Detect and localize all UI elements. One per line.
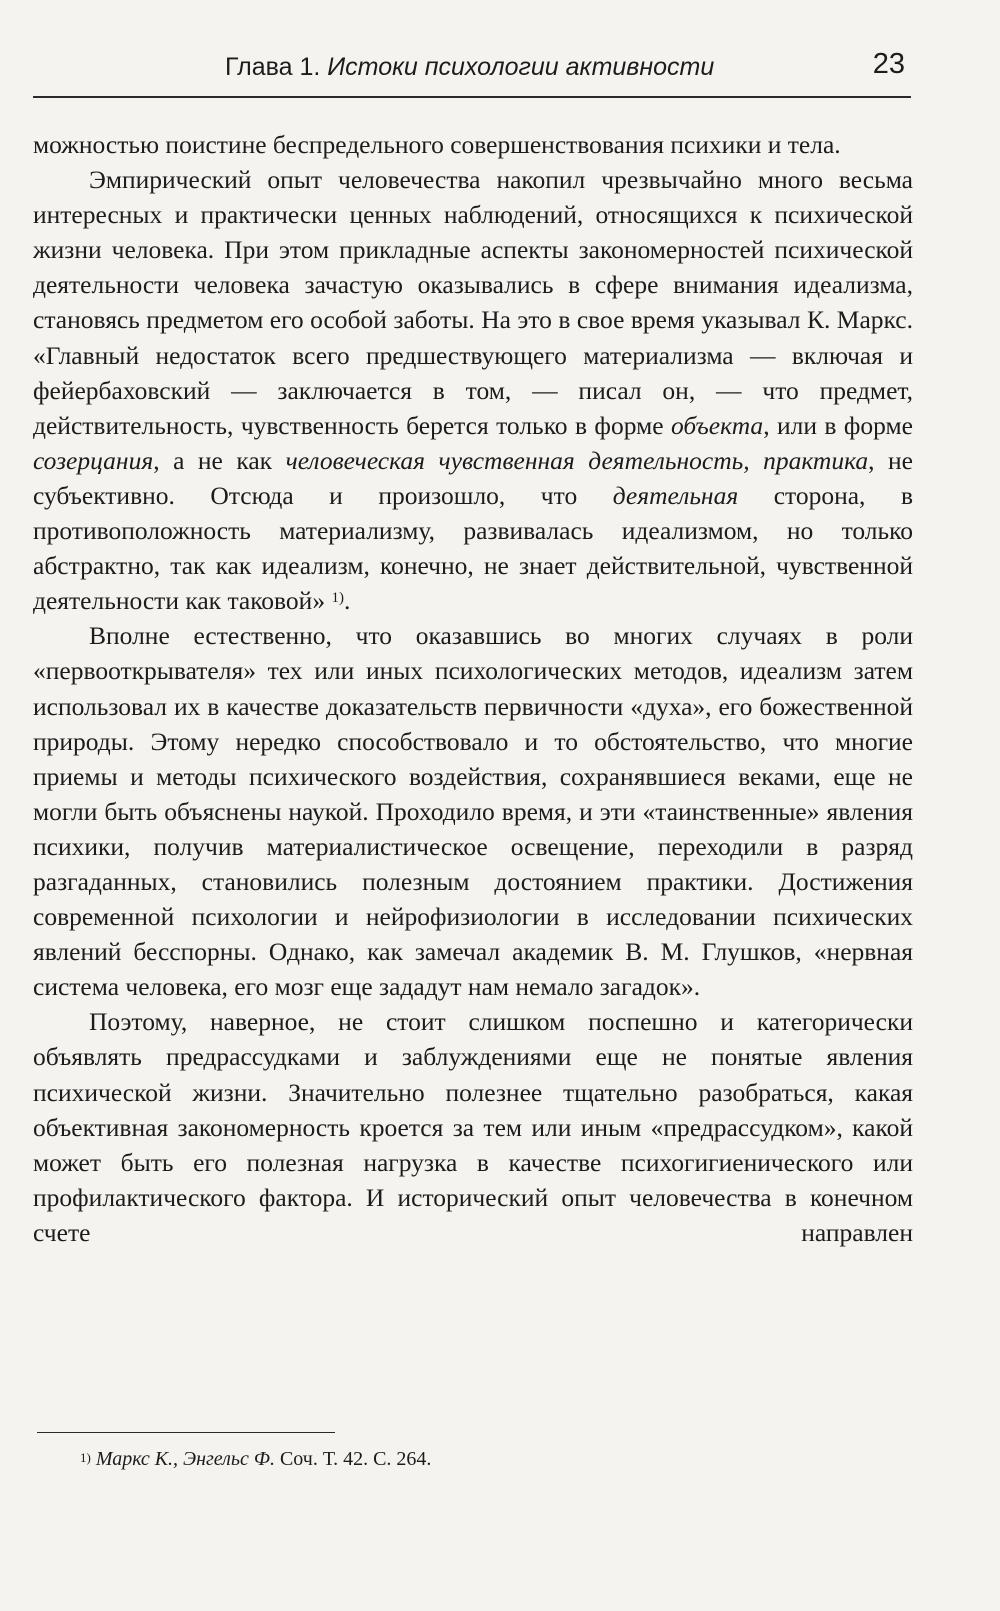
- footnote-marker: 1): [80, 1450, 91, 1465]
- paragraph-continued: можностью поистине беспредельного совершенствования психики и тела.: [33, 130, 841, 159]
- footnote: [80, 1446, 431, 1472]
- emphasis-practice: человеческая чувственная деятельность, практика: [285, 445, 869, 475]
- chapter-heading: [225, 53, 714, 82]
- footnote-divider: [37, 1432, 335, 1433]
- paragraph-idealism: Вполне естественно, что оказавшись во многих случаях в роли «первооткрывателя» тех или иных психологических методов, идеализм затем использовал их в качестве доказательств первичности «духа», его божественной природы. Этому нередко способствовало и то обстоятельство, что многие приемы и методы психического воздействия, сохранявшиеся веками, еще не могли быть объяснены наукой. Проходило время, и эти «таинственные» явления психики, получив материалистическое освещение, переходили в разряд разгаданных, становились полезным достоянием практики. Достижения современной психологии и нейрофизиологии в исследовании психических явлений бесспорны. Однако, как замечал академик В. М. Глушков, «нервная система человека, его мозг еще зададут нам немало загадок».: [33, 621, 913, 1002]
- chapter-title: Истоки психологии активности: [327, 53, 715, 81]
- emphasis-active: деятельная: [612, 480, 739, 510]
- footnote-citation: Соч. Т. 42. С. 264.: [279, 1448, 432, 1470]
- body-text: [33, 127, 913, 1250]
- paragraph-marx-quote: Эмпирический опыт человечества накопил чрезвычайно много весьма интересных и практически ценных наблюдений, относящихся к психической жизни человека. При этом прикладные аспекты закономерностей психической деятельности человека зачастую оказывались в сфере внимания идеализма, становясь предметом его особой заботы. На это в свое время указывал К. Маркс. «Главный недостаток всего предшествующего материализма — включая и фейербаховский — заключается в том, — писал он, — что предмет, действительность, чувственность берется только в форме объекта, или в форме созерцания, а не как человеческая чувственная деятельность, практика, не субъективно. Отсюда и произошло, что деятельная сторона, в противоположность материализму, развивалась идеализмом, но только абстрактно, так как идеализм, конечно, не знает действительной, чувственной деятельности как таковой» $^{1)}$.: [33, 165, 913, 616]
- chapter-label: Глава 1.: [225, 53, 321, 81]
- emphasis-contemplation: созерцания: [33, 445, 154, 475]
- emphasis-object: объекта: [670, 410, 764, 440]
- page-number: 23: [872, 48, 905, 80]
- running-header: [33, 48, 911, 98]
- footnote-ref: 1): [331, 590, 344, 607]
- footnote-authors: Маркс К., Энгельс Ф.: [95, 1448, 275, 1470]
- paragraph-prejudices: Поэтому, наверное, не стоит слишком поспешно и категорически объявлять предрассудками и заблуждениями еще не понятые явления психической жизни. Значительно полезнее тщательно разобраться, какая объективная закономерность кроется за тем или иным «предрассудком», какой может быть его полезная нагрузка в качестве психогигиенического или профилактического фактора. И исторический опыт человечества в конечном счете направлен: [33, 1007, 913, 1247]
